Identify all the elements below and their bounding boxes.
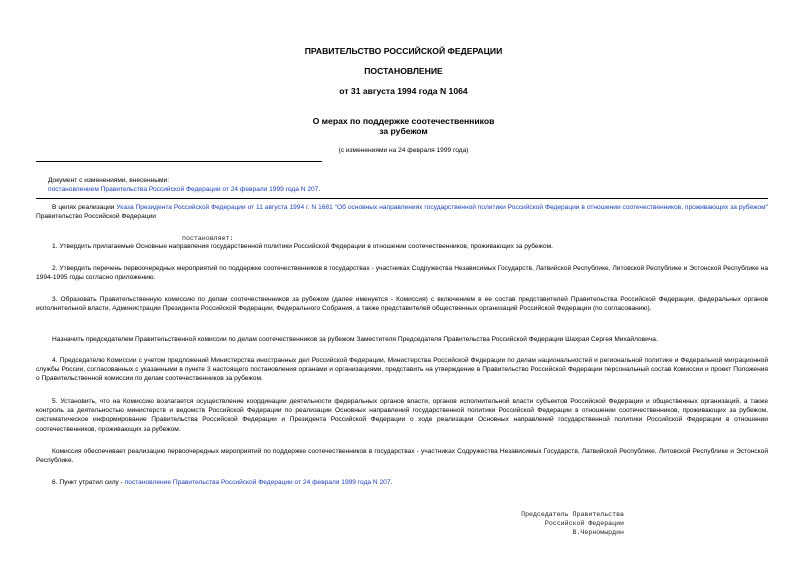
amendments-tail: . <box>318 186 321 193</box>
signature-line-3: В.Черномырдин <box>572 529 624 536</box>
paragraph-3-appointment: Назначить председателем Правительственной комиссии по делам соотечественников за рубежом Заместителя Председателя Правительства Российской Федерации Шахрая Сергея Михайловича. <box>52 336 658 343</box>
short-divider <box>36 161 322 162</box>
amendment-link[interactable]: постановлением Правительства Российской Федерации от 24 февраля 1999 года N 207 <box>48 186 319 193</box>
decrees-word: постановляет: <box>182 235 234 242</box>
paragraph-5: 5. Установить, что на Комиссию возлагается осуществление координации деятельности федеральных органов власти, органов исполнительной власти субъектов Российской Федерации и общественных организаций, а также контроль за деятельностью министерств и ведомств Российской Федерации по реализации Основных направлений государственной политики Российской Федерации в отношении соотечественников, проживающих за рубежом, систематическое информирование Правительства Российской Федерации и Президента Российской Федерации о ходе реализации Основных направлений государственной политики Российской Федерации в отношении соотечественников, проживающих за рубежом. <box>36 398 768 433</box>
amendments-intro: Документ с изменениями, внесенными: <box>48 177 170 184</box>
paragraph-3: 3. Образовать Правительственную комиссию по делам соотечественников за рубежом (далее именуется - Комиссия) с включением в ее состав представителей Правительства Российской Федерации, федеральных органов исполнительной власти, Администрации Президента Российской Федерации, Федерального Собрания, а также представителей общественных организаций Российской Федерации (по согласованию). <box>36 296 768 313</box>
amendments-reference <box>48 185 320 194</box>
paragraph-4: 4. Председателю Комиссии с учетом предложений Министерства иностранных дел Российской Федерации, Министерства Российской Федерации по делам национальностей и региональной политике и Федеральной миграционной службы России, согласованных с указанными в пункте 3 настоящего постановления органами и организациями, представить на утверждение в Правительство Российской Федерации персональный состав Комиссии и проект Положения о Правительственной комиссии по делам соотечественников за рубежом. <box>36 357 768 383</box>
signature-line-1: Председатель Правительства <box>521 511 624 518</box>
paragraph-2: 2. Утвердить перечень первоочередных мероприятий по поддержке соотечественников в государствах - участниках Содружества Независимых Государств, Латвийской Республике, Литовской Республике и Эстонской Республике на 1994-1995 годы согласно приложению. <box>36 265 768 282</box>
paragraph-5-commission: Комиссия обеспечивает реализацию первоочередных мероприятий по поддержке соотечественников в государствах - участниках Содружества Независимых Государств, Латвийской Республике, Литовской Республике и Эстонской Республике. <box>36 448 768 465</box>
repeal-link[interactable]: постановление Правительства Российской Федерации от 24 февраля 1999 года N 207 <box>124 479 391 486</box>
preamble-lead: В целях реализации <box>52 204 117 211</box>
presidential-decree-link[interactable]: Указа Президента Российской Федерации от 11 августа 1994 г. N 1681 "Об основных направлениях государственной политики Российской Федерации в отношении соотечественников, проживающих за рубежом" <box>116 204 768 211</box>
doc-type-heading: ПОСТАНОВЛЕНИЕ <box>364 66 443 76</box>
government-heading: ПРАВИТЕЛЬСТВО РОССИЙСКОЙ ФЕДЕРАЦИИ <box>304 46 503 56</box>
paragraph-6-lead: 6. Пункт утратил силу - <box>52 479 125 486</box>
preamble <box>36 203 768 221</box>
paragraph-6-tail: . <box>390 479 393 486</box>
title-line-1: О мерах по поддержке соотечественников <box>312 116 495 126</box>
date-number-heading: от 31 августа 1994 года N 1064 <box>339 86 468 96</box>
paragraph-1: 1. Утвердить прилагаемые Основные направления государственной политики Российской Федерации в отношении соотечественников, проживающих за рубежом. <box>52 243 553 250</box>
preamble-tail: Правительство Российской Федерации <box>36 213 156 221</box>
long-divider <box>36 198 768 199</box>
signature-line-2: Российской Федерации <box>544 520 624 527</box>
revision-note: (с изменениями на 24 февраля 1999 года) <box>338 147 469 154</box>
paragraph-6 <box>36 478 768 487</box>
title-line-2: за рубежом <box>379 126 428 136</box>
